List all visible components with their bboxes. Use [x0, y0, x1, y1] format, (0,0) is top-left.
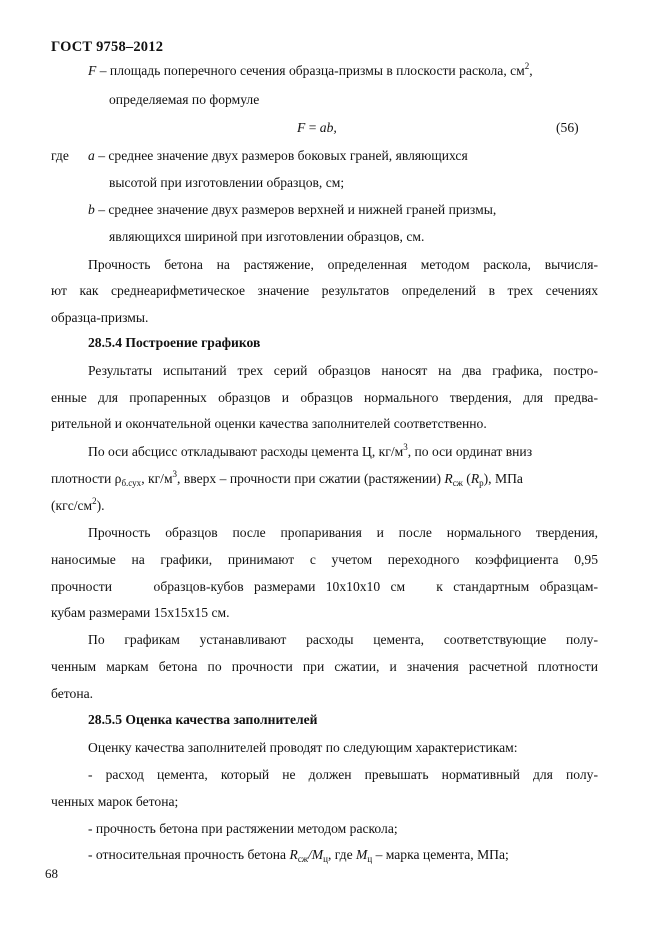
text-line: a – среднее значение двух размеров боковых граней, являющихся [88, 148, 468, 163]
text-line: Результаты испытаний трех серий образцов наносят на два графика, постро- [88, 363, 598, 378]
text-line: ченным маркам бетона по прочности при сжатии, и значения расчетной плотности [51, 659, 598, 674]
text-line: По графикам устанавливают расходы цемента, соответствующие полу- [88, 632, 598, 647]
text-line: - относительная прочность бетона $R_{сж}/M_ц$, где $M_ц$ – марка цемента, МПа; [88, 847, 509, 864]
section-heading: 28.5.5 Оценка качества заполнителей [88, 712, 318, 727]
formula: F = ab, [297, 120, 337, 135]
where-label: где [51, 148, 69, 163]
text-line: Оценку качества заполнителей проводят по следующим характеристикам: [88, 740, 518, 755]
text-line: $(кгс/см^2)$. [51, 496, 105, 513]
text-line: плотности $\rho_{б.сух}$, $кг/м^3$, вверх – прочности при сжатии (растяжении) $R_{сж}$ $(R_р)$, МПа [51, 469, 523, 488]
text-line: Прочность образцов после пропаривания и после нормального твердения, [88, 525, 598, 540]
formula-number: (56) [556, 120, 579, 135]
section-heading: 28.5.4 Построение графиков [88, 335, 261, 350]
text-line: енные для пропаренных образцов и образцов нормального твердения, для предва- [51, 390, 598, 405]
text-line: - расход цемента, который не должен превышать нормативный для полу- [88, 767, 598, 782]
text-line: являющихся шириной при изготовлении образцов, см. [109, 229, 425, 244]
text-line: прочности образцов-кубов размерами 10х10х10 см к стандартным образцам- [51, 579, 598, 594]
text-line: высотой при изготовлении образцов, см; [109, 175, 345, 190]
text-line: b – среднее значение двух размеров верхней и нижней граней призмы, [88, 202, 497, 217]
text-line: ченных марок бетона; [51, 794, 179, 809]
text-line: кубам размерами 15х15х15 см. [51, 605, 230, 620]
document-header: ГОСТ 9758–2012 [51, 39, 164, 55]
page-number: 68 [45, 866, 58, 881]
text-line: По оси абсцисс откладывают расходы цемента Ц, $кг/м^3$, по оси ординат вниз [88, 442, 533, 459]
text-line: наносимые на графики, принимают с учетом переходного коэффициента 0,95 [51, 552, 598, 567]
text-line: F – площадь поперечного сечения образца-призмы в плоскости раскола, $см^2$, [88, 61, 533, 78]
text-line: Прочность бетона на растяжение, определенная методом раскола, вычисля- [88, 257, 598, 272]
text-line: определяемая по формуле [109, 92, 260, 107]
text-line: ют как среднеарифметическое значение результатов определений в трех сечениях [51, 283, 598, 298]
text-line: образца-призмы. [51, 310, 149, 325]
text-line: - прочность бетона при растяжении методом раскола; [88, 821, 398, 836]
text-line: бетона. [51, 686, 94, 701]
text-line: рительной и окончательной оценки качества заполнителей соответственно. [51, 416, 487, 431]
